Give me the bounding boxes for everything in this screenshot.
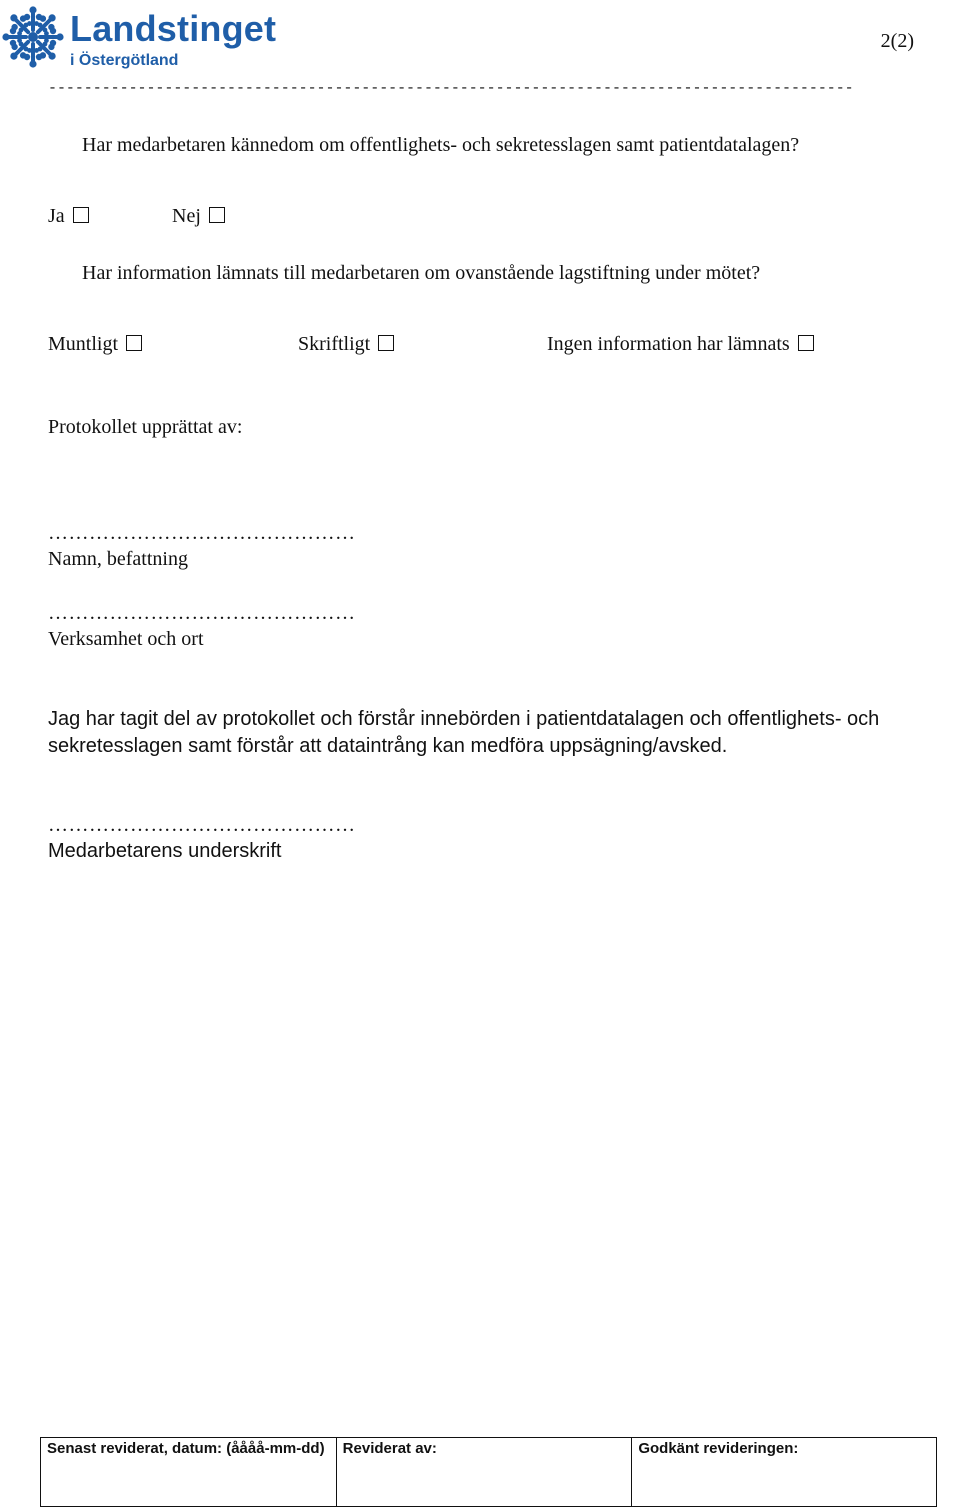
yes-checkbox[interactable] bbox=[73, 207, 89, 223]
revised-date-label: Senast reviderat, datum: (åååå-mm-dd) bbox=[47, 1440, 325, 1457]
revised-by-label: Reviderat av: bbox=[342, 1440, 437, 1457]
option-none[interactable] bbox=[547, 333, 814, 356]
prepared-by-heading: Protokollet upprättat av: bbox=[48, 416, 243, 438]
approved-cell[interactable] bbox=[632, 1438, 937, 1507]
option-none-label: Ingen information har lämnats bbox=[547, 333, 790, 355]
consent-statement: Jag har tagit del av protokollet och förstår innebörden i patientdatalagen och offentlighets- och sekretesslagen samt förstår att dataintrång kan medföra uppsägning/avsked. bbox=[48, 708, 880, 757]
approved-label: Godkänt revideringen: bbox=[638, 1440, 799, 1457]
logo-subtitle: i Östergötland bbox=[70, 52, 179, 69]
option-oral-label: Muntligt bbox=[48, 333, 119, 355]
option-written[interactable] bbox=[298, 333, 394, 356]
oral-checkbox[interactable] bbox=[126, 335, 142, 351]
employee-signature-label: Medarbetarens underskrift bbox=[48, 840, 282, 862]
org-signature-line[interactable]: ……………………………………… bbox=[48, 602, 356, 624]
snowflake-emblem-icon bbox=[2, 6, 64, 68]
landstinget-logo bbox=[2, 4, 282, 74]
logo-title: Landstinget bbox=[70, 8, 277, 49]
question-information: Har information lämnats till medarbetaren om ovanstående lagstiftning under mötet? bbox=[82, 262, 761, 284]
name-signature-line[interactable]: ……………………………………… bbox=[48, 522, 356, 544]
written-checkbox[interactable] bbox=[378, 335, 394, 351]
question-knowledge: Har medarbetaren kännedom om offentlighets- och sekretesslagen samt patientdatalagen? bbox=[82, 134, 800, 156]
revision-table bbox=[40, 1437, 937, 1507]
name-title-label: Namn, befattning bbox=[48, 548, 188, 570]
option-oral[interactable] bbox=[48, 333, 142, 356]
revised-date-cell[interactable] bbox=[41, 1438, 337, 1507]
revised-by-cell[interactable] bbox=[336, 1438, 632, 1507]
option-no-label: Nej bbox=[172, 205, 201, 227]
none-checkbox[interactable] bbox=[798, 335, 814, 351]
option-no[interactable] bbox=[172, 205, 225, 228]
page-number: 2(2) bbox=[880, 30, 914, 52]
org-place-label: Verksamhet och ort bbox=[48, 628, 204, 650]
option-yes[interactable] bbox=[48, 205, 89, 228]
option-written-label: Skriftligt bbox=[298, 333, 371, 355]
no-checkbox[interactable] bbox=[209, 207, 225, 223]
employee-signature-line[interactable]: ……………………………………… bbox=[48, 814, 356, 836]
option-yes-label: Ja bbox=[48, 205, 65, 227]
header-dash-rule: ------------------------------------------------------------------------------------------ bbox=[48, 80, 854, 97]
